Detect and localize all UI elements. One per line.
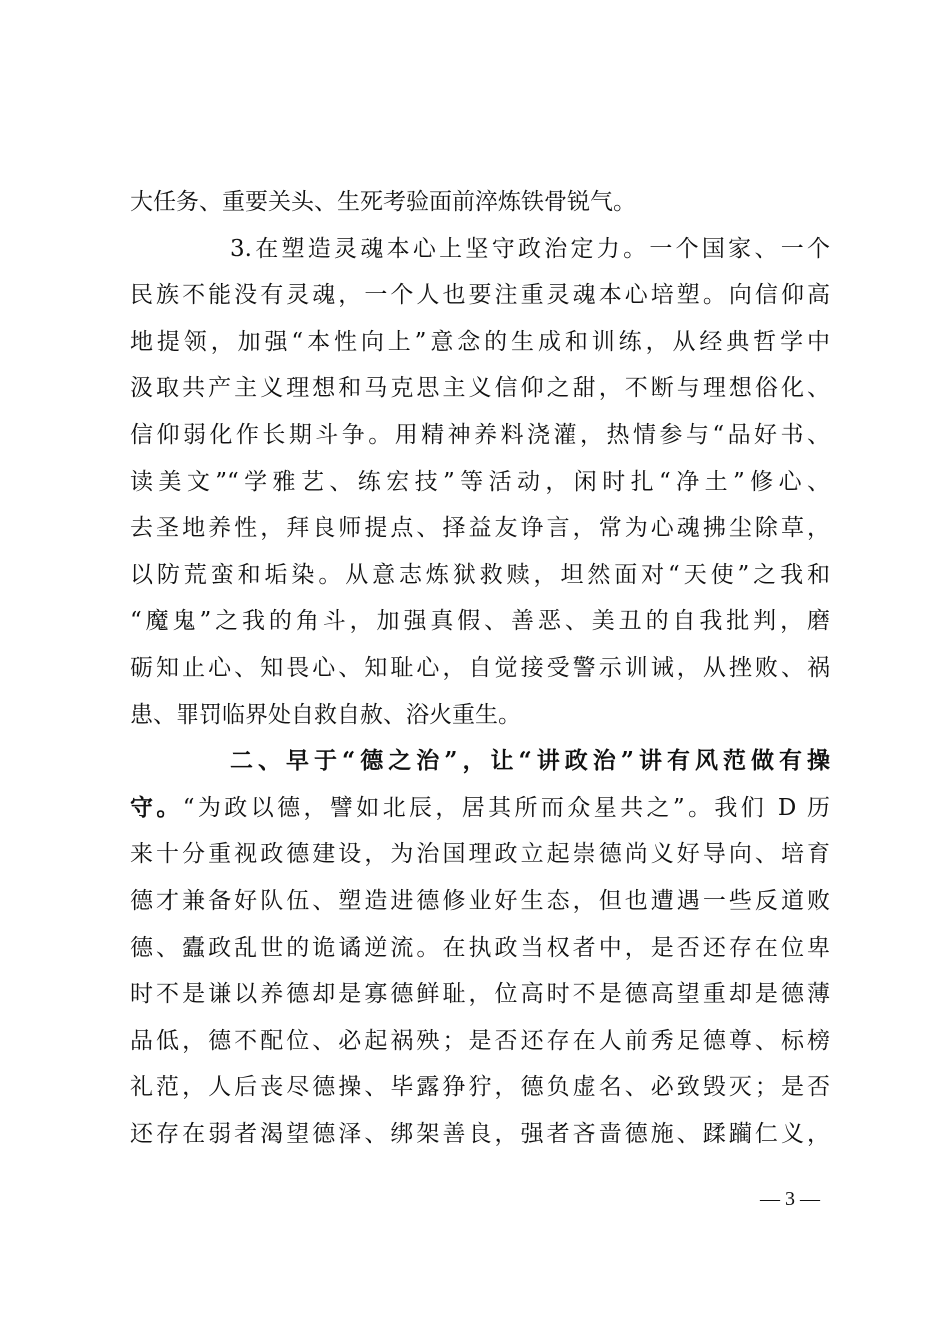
text-line: 地提领，加强“本性向上”意念的生成和训练，从经典哲学中 — [130, 328, 830, 355]
text-line: 守。“为政以德，譬如北辰，居其所而众星共之”。我们 D 历 — [130, 793, 830, 821]
text-line: 以防荒蛮和垢染。从意志炼狱救赎，坦然面对“天使”之我和 — [130, 561, 830, 588]
text-line: 德、蠹政乱世的诡谲逆流。在执政当权者中，是否还存在位卑 — [130, 934, 830, 961]
text-line: 去圣地养性，拜良师提点、择益友诤言，常为心魂拂尘除草， — [130, 515, 830, 542]
text-line: 品低，德不配位、必起祸殃；是否还存在人前秀足德尊、标榜 — [130, 1027, 830, 1054]
text-line: 礼范，人后丧尽德操、毕露狰狞，德负虚名、必致毁灭；是否 — [130, 1074, 830, 1101]
text-line: 读美文”“学雅艺、练宏技”等活动，闲时扎“净土”修心、 — [130, 468, 830, 495]
text-line: 信仰弱化作长期斗争。用精神养料浇灌，热情参与“品好书、 — [130, 422, 830, 448]
text-line: 来十分重视政德建设，为治国理政立起崇德尚义好导向、培育 — [130, 841, 830, 868]
text-line: 民族不能没有灵魂，一个人也要注重灵魂本心培塑。向信仰高 — [130, 282, 830, 309]
text-line: 还存在弱者渴望德泽、绑架善良，强者吝啬德施、蹂躏仁义， — [130, 1121, 830, 1147]
text-line: 砺知止心、知畏心、知耻心，自觉接受警示训诫，从挫败、祸 — [130, 655, 830, 681]
text-line: 大任务、重要关头、生死考验面前淬炼铁骨锐气。 — [130, 189, 636, 215]
text-line: 汲取共产主义理想和马克思主义信仰之甜，不断与理想俗化、 — [130, 375, 830, 402]
text-line: 二、早于“德之治”，让“讲政治”讲有风范做有操 — [230, 747, 830, 775]
text-line: “魔鬼”之我的角斗，加强真假、善恶、美丑的自我批判，磨 — [130, 608, 830, 635]
text-line: 患、罪罚临界处自救自赦、浴火重生。 — [130, 701, 521, 728]
text-line: 3.在塑造灵魂本心上坚守政治定力。一个国家、一个 — [230, 235, 830, 262]
page-number: — 3 — — [760, 1188, 820, 1210]
text-line: 德才兼备好队伍、塑造进德修业好生态，但也遭遇一些反道败 — [130, 888, 830, 914]
text-line: 时不是谦以养德却是寡德鲜耻，位高时不是德高望重却是德薄 — [130, 981, 830, 1008]
